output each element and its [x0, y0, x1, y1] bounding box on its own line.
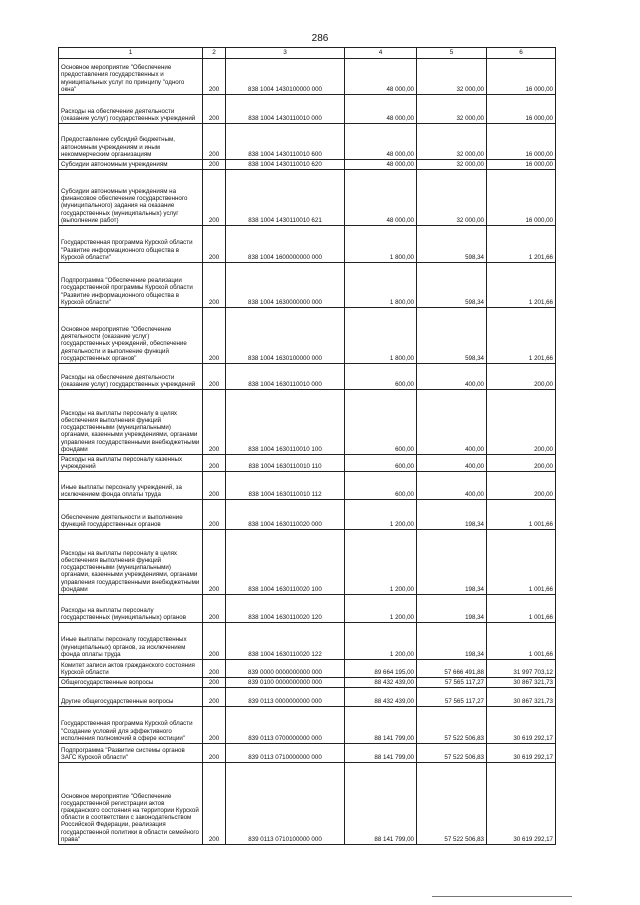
table-row: [59, 364, 556, 390]
row-value-1: 600,00: [345, 390, 417, 455]
table-row: [59, 170, 556, 226]
row-name: Расходы на выплаты персоналу в целях обеспечения выполнения функций государственными (муниципальными) органами, казенными учреждениями, органами управления государственными внебюджетными фондами: [59, 530, 203, 595]
row-code: 838 1004 1630000000 000: [226, 263, 345, 308]
row-name: Расходы на обеспечение деятельности (оказание услуг) государственных учреждений: [59, 364, 203, 390]
row-value-2: 400,00: [417, 364, 487, 390]
footer-rule: [432, 896, 572, 897]
row-grbs: 200: [203, 59, 226, 95]
row-grbs: 200: [203, 623, 226, 660]
row-value-1: 600,00: [345, 364, 417, 390]
row-value-2: 32 000,00: [417, 160, 487, 170]
row-value-2: 57 666 491,88: [417, 660, 487, 678]
row-value-3: 30 619 292,17: [487, 763, 556, 845]
row-value-1: 1 200,00: [345, 530, 417, 595]
table-row: [59, 472, 556, 500]
table-row: [59, 59, 556, 95]
row-value-2: 57 522 506,83: [417, 744, 487, 763]
row-value-1: 1 800,00: [345, 263, 417, 308]
row-name: Подпрограмма "Обеспечение реализации государственной программы Курской области "Развитие информационного общества в Курской области": [59, 263, 203, 308]
row-value-1: 1 800,00: [345, 226, 417, 263]
row-value-1: 600,00: [345, 455, 417, 472]
row-value-1: 48 000,00: [345, 59, 417, 95]
row-name: Основное мероприятие "Обеспечение деятельности (оказание услуг) государственных учреждений, обеспечение деятельности и выполнение функций государственных органов": [59, 308, 203, 364]
row-name: Другие общегосударственные вопросы: [59, 688, 203, 707]
row-code: 838 1004 1430110010 000: [226, 95, 345, 124]
table-row: [59, 530, 556, 595]
column-header: 1: [59, 48, 203, 59]
row-name: Основное мероприятие "Обеспечение государственной регистрации актов гражданского состояния на территории Курской области в соответствии с законодательством Российской Федерации, реализация государственной политики в области семейного права": [59, 763, 203, 845]
row-value-1: 48 000,00: [345, 160, 417, 170]
row-value-2: 198,34: [417, 500, 487, 530]
row-name: Государственная программа Курской области "Создание условий для эффективного исполнения полномочий в сфере юстиции": [59, 707, 203, 744]
budget-table: [58, 47, 556, 845]
table-row: [59, 595, 556, 623]
row-code: 838 1004 1630110020 000: [226, 500, 345, 530]
row-grbs: 200: [203, 226, 226, 263]
row-name: Расходы на выплаты персоналу государственных (муниципальных) органов: [59, 595, 203, 623]
row-value-3: 1 001,66: [487, 623, 556, 660]
row-value-3: 30 867 321,73: [487, 688, 556, 707]
row-code: 838 1004 1630110010 110: [226, 455, 345, 472]
row-value-2: 400,00: [417, 455, 487, 472]
row-value-1: 88 432 439,00: [345, 688, 417, 707]
row-value-3: 16 000,00: [487, 124, 556, 160]
row-name: Подпрограмма "Развитие системы органов ЗАГС Курской области": [59, 744, 203, 763]
row-value-3: 30 867 321,73: [487, 678, 556, 688]
row-name: Государственная программа Курской области "Развитие информационного общества в Курской области": [59, 226, 203, 263]
row-value-2: 198,34: [417, 530, 487, 595]
row-code: 838 1004 1630110020 122: [226, 623, 345, 660]
row-grbs: 200: [203, 688, 226, 707]
row-name: Расходы на обеспечение деятельности (оказание услуг) государственных учреждений: [59, 95, 203, 124]
column-header: 4: [345, 48, 417, 59]
row-value-2: 198,34: [417, 623, 487, 660]
table-row: [59, 688, 556, 707]
row-value-3: 16 000,00: [487, 95, 556, 124]
column-header: 6: [487, 48, 556, 59]
table-row: [59, 763, 556, 845]
row-value-1: 88 432 439,00: [345, 678, 417, 688]
row-grbs: 200: [203, 455, 226, 472]
row-name: Субсидии автономным учреждениям на финансовое обеспечение государственного (муниципального) задания на оказание государственных (муниципальных) услуг (выполнение работ): [59, 170, 203, 226]
row-name: Иные выплаты персоналу государственных (муниципальных) органов, за исключением фонда оплаты труда: [59, 623, 203, 660]
row-value-1: 48 000,00: [345, 95, 417, 124]
row-code: 839 0113 0710100000 000: [226, 763, 345, 845]
row-code: 838 1004 1600000000 000: [226, 226, 345, 263]
table-header-row: [59, 48, 556, 59]
table-row: [59, 707, 556, 744]
row-value-3: 30 619 292,17: [487, 707, 556, 744]
row-name: Расходы на выплаты персоналу в целях обеспечения выполнения функций государственными (муниципальными) органами, казенными учреждениями, органами управления государственными внебюджетными фондами: [59, 390, 203, 455]
column-header: 3: [226, 48, 345, 59]
table-row: [59, 308, 556, 364]
row-value-1: 600,00: [345, 472, 417, 500]
row-value-3: 200,00: [487, 455, 556, 472]
page-number: 286: [311, 33, 329, 44]
row-code: 839 0113 0710000000 000: [226, 744, 345, 763]
row-value-3: 1 001,66: [487, 500, 556, 530]
row-value-3: 200,00: [487, 390, 556, 455]
row-value-3: 1 001,66: [487, 530, 556, 595]
table-row: [59, 500, 556, 530]
row-value-1: 89 664 195,00: [345, 660, 417, 678]
table-row: [59, 226, 556, 263]
row-value-1: 1 200,00: [345, 595, 417, 623]
row-value-2: 598,34: [417, 263, 487, 308]
row-code: 838 1004 1630110010 100: [226, 390, 345, 455]
row-value-1: 48 000,00: [345, 124, 417, 160]
row-code: 839 0113 0700000000 000: [226, 707, 345, 744]
row-grbs: 200: [203, 124, 226, 160]
row-grbs: 200: [203, 707, 226, 744]
column-header: 2: [203, 48, 226, 59]
row-code: 838 1004 1430100000 000: [226, 59, 345, 95]
table-row: [59, 678, 556, 688]
row-value-3: 16 000,00: [487, 160, 556, 170]
row-name: Общегосударственные вопросы: [59, 678, 203, 688]
row-grbs: 200: [203, 660, 226, 678]
row-code: 838 1004 1630110020 120: [226, 595, 345, 623]
row-value-2: 598,34: [417, 308, 487, 364]
row-name: Комитет записи актов гражданского состояния Курской области: [59, 660, 203, 678]
row-grbs: 200: [203, 678, 226, 688]
row-value-2: 400,00: [417, 472, 487, 500]
row-value-2: 32 000,00: [417, 95, 487, 124]
row-code: 838 1004 1630100000 000: [226, 308, 345, 364]
row-code: 838 1004 1430110010 621: [226, 170, 345, 226]
row-name: Расходы на выплаты персоналу казенных учреждений: [59, 455, 203, 472]
row-value-2: 598,34: [417, 226, 487, 263]
row-code: 838 1004 1630110010 112: [226, 472, 345, 500]
table-row: [59, 744, 556, 763]
table-row: [59, 660, 556, 678]
row-grbs: 200: [203, 263, 226, 308]
row-code: 838 1004 1630110020 100: [226, 530, 345, 595]
row-code: 839 0000 0000000000 000: [226, 660, 345, 678]
row-grbs: 200: [203, 595, 226, 623]
row-value-1: 48 000,00: [345, 170, 417, 226]
row-value-3: 1 201,66: [487, 263, 556, 308]
row-value-1: 1 800,00: [345, 308, 417, 364]
table-row: [59, 455, 556, 472]
row-code: 838 1004 1430110010 600: [226, 124, 345, 160]
row-grbs: 200: [203, 472, 226, 500]
table-row: [59, 390, 556, 455]
row-value-3: 200,00: [487, 364, 556, 390]
row-code: 838 1004 1630110010 000: [226, 364, 345, 390]
row-grbs: 200: [203, 390, 226, 455]
table-row: [59, 124, 556, 160]
row-grbs: 200: [203, 364, 226, 390]
row-grbs: 200: [203, 95, 226, 124]
row-value-1: 1 200,00: [345, 500, 417, 530]
row-value-2: 198,34: [417, 595, 487, 623]
row-grbs: 200: [203, 744, 226, 763]
row-name: Предоставление субсидий бюджетным, автономным учреждениям и иным некоммерческим организациям: [59, 124, 203, 160]
table-row: [59, 623, 556, 660]
column-header: 5: [417, 48, 487, 59]
row-grbs: 200: [203, 763, 226, 845]
row-name: Субсидии автономным учреждениям: [59, 160, 203, 170]
row-grbs: 200: [203, 308, 226, 364]
row-value-2: 57 565 117,27: [417, 688, 487, 707]
row-grbs: 200: [203, 160, 226, 170]
row-name: Обеспечение деятельности и выполнение функций государственных органов: [59, 500, 203, 530]
row-code: 839 0100 0000000000 000: [226, 678, 345, 688]
row-value-3: 200,00: [487, 472, 556, 500]
row-value-1: 88 141 799,00: [345, 707, 417, 744]
row-value-3: 16 000,00: [487, 170, 556, 226]
row-value-3: 1 001,66: [487, 595, 556, 623]
row-value-1: 88 141 799,00: [345, 763, 417, 845]
row-value-3: 30 619 292,17: [487, 744, 556, 763]
table-row: [59, 95, 556, 124]
row-grbs: 200: [203, 170, 226, 226]
row-value-2: 32 000,00: [417, 170, 487, 226]
row-value-2: 32 000,00: [417, 124, 487, 160]
row-name: Основное мероприятие "Обеспечение предоставления государственных и муниципальных услуг по принципу "одного окна": [59, 59, 203, 95]
row-value-2: 32 000,00: [417, 59, 487, 95]
table-row: [59, 160, 556, 170]
row-value-3: 31 997 703,12: [487, 660, 556, 678]
row-code: 838 1004 1430110010 620: [226, 160, 345, 170]
row-value-3: 1 201,66: [487, 308, 556, 364]
table-row: [59, 263, 556, 308]
row-name: Иные выплаты персоналу учреждений, за исключением фонда оплаты труда: [59, 472, 203, 500]
row-value-2: 400,00: [417, 390, 487, 455]
row-value-3: 16 000,00: [487, 59, 556, 95]
row-value-3: 1 201,66: [487, 226, 556, 263]
row-value-1: 88 141 799,00: [345, 744, 417, 763]
row-value-2: 57 522 506,83: [417, 763, 487, 845]
row-code: 839 0113 0000000000 000: [226, 688, 345, 707]
row-value-2: 57 565 117,27: [417, 678, 487, 688]
row-grbs: 200: [203, 500, 226, 530]
row-value-1: 1 200,00: [345, 623, 417, 660]
row-value-2: 57 522 506,83: [417, 707, 487, 744]
row-grbs: 200: [203, 530, 226, 595]
